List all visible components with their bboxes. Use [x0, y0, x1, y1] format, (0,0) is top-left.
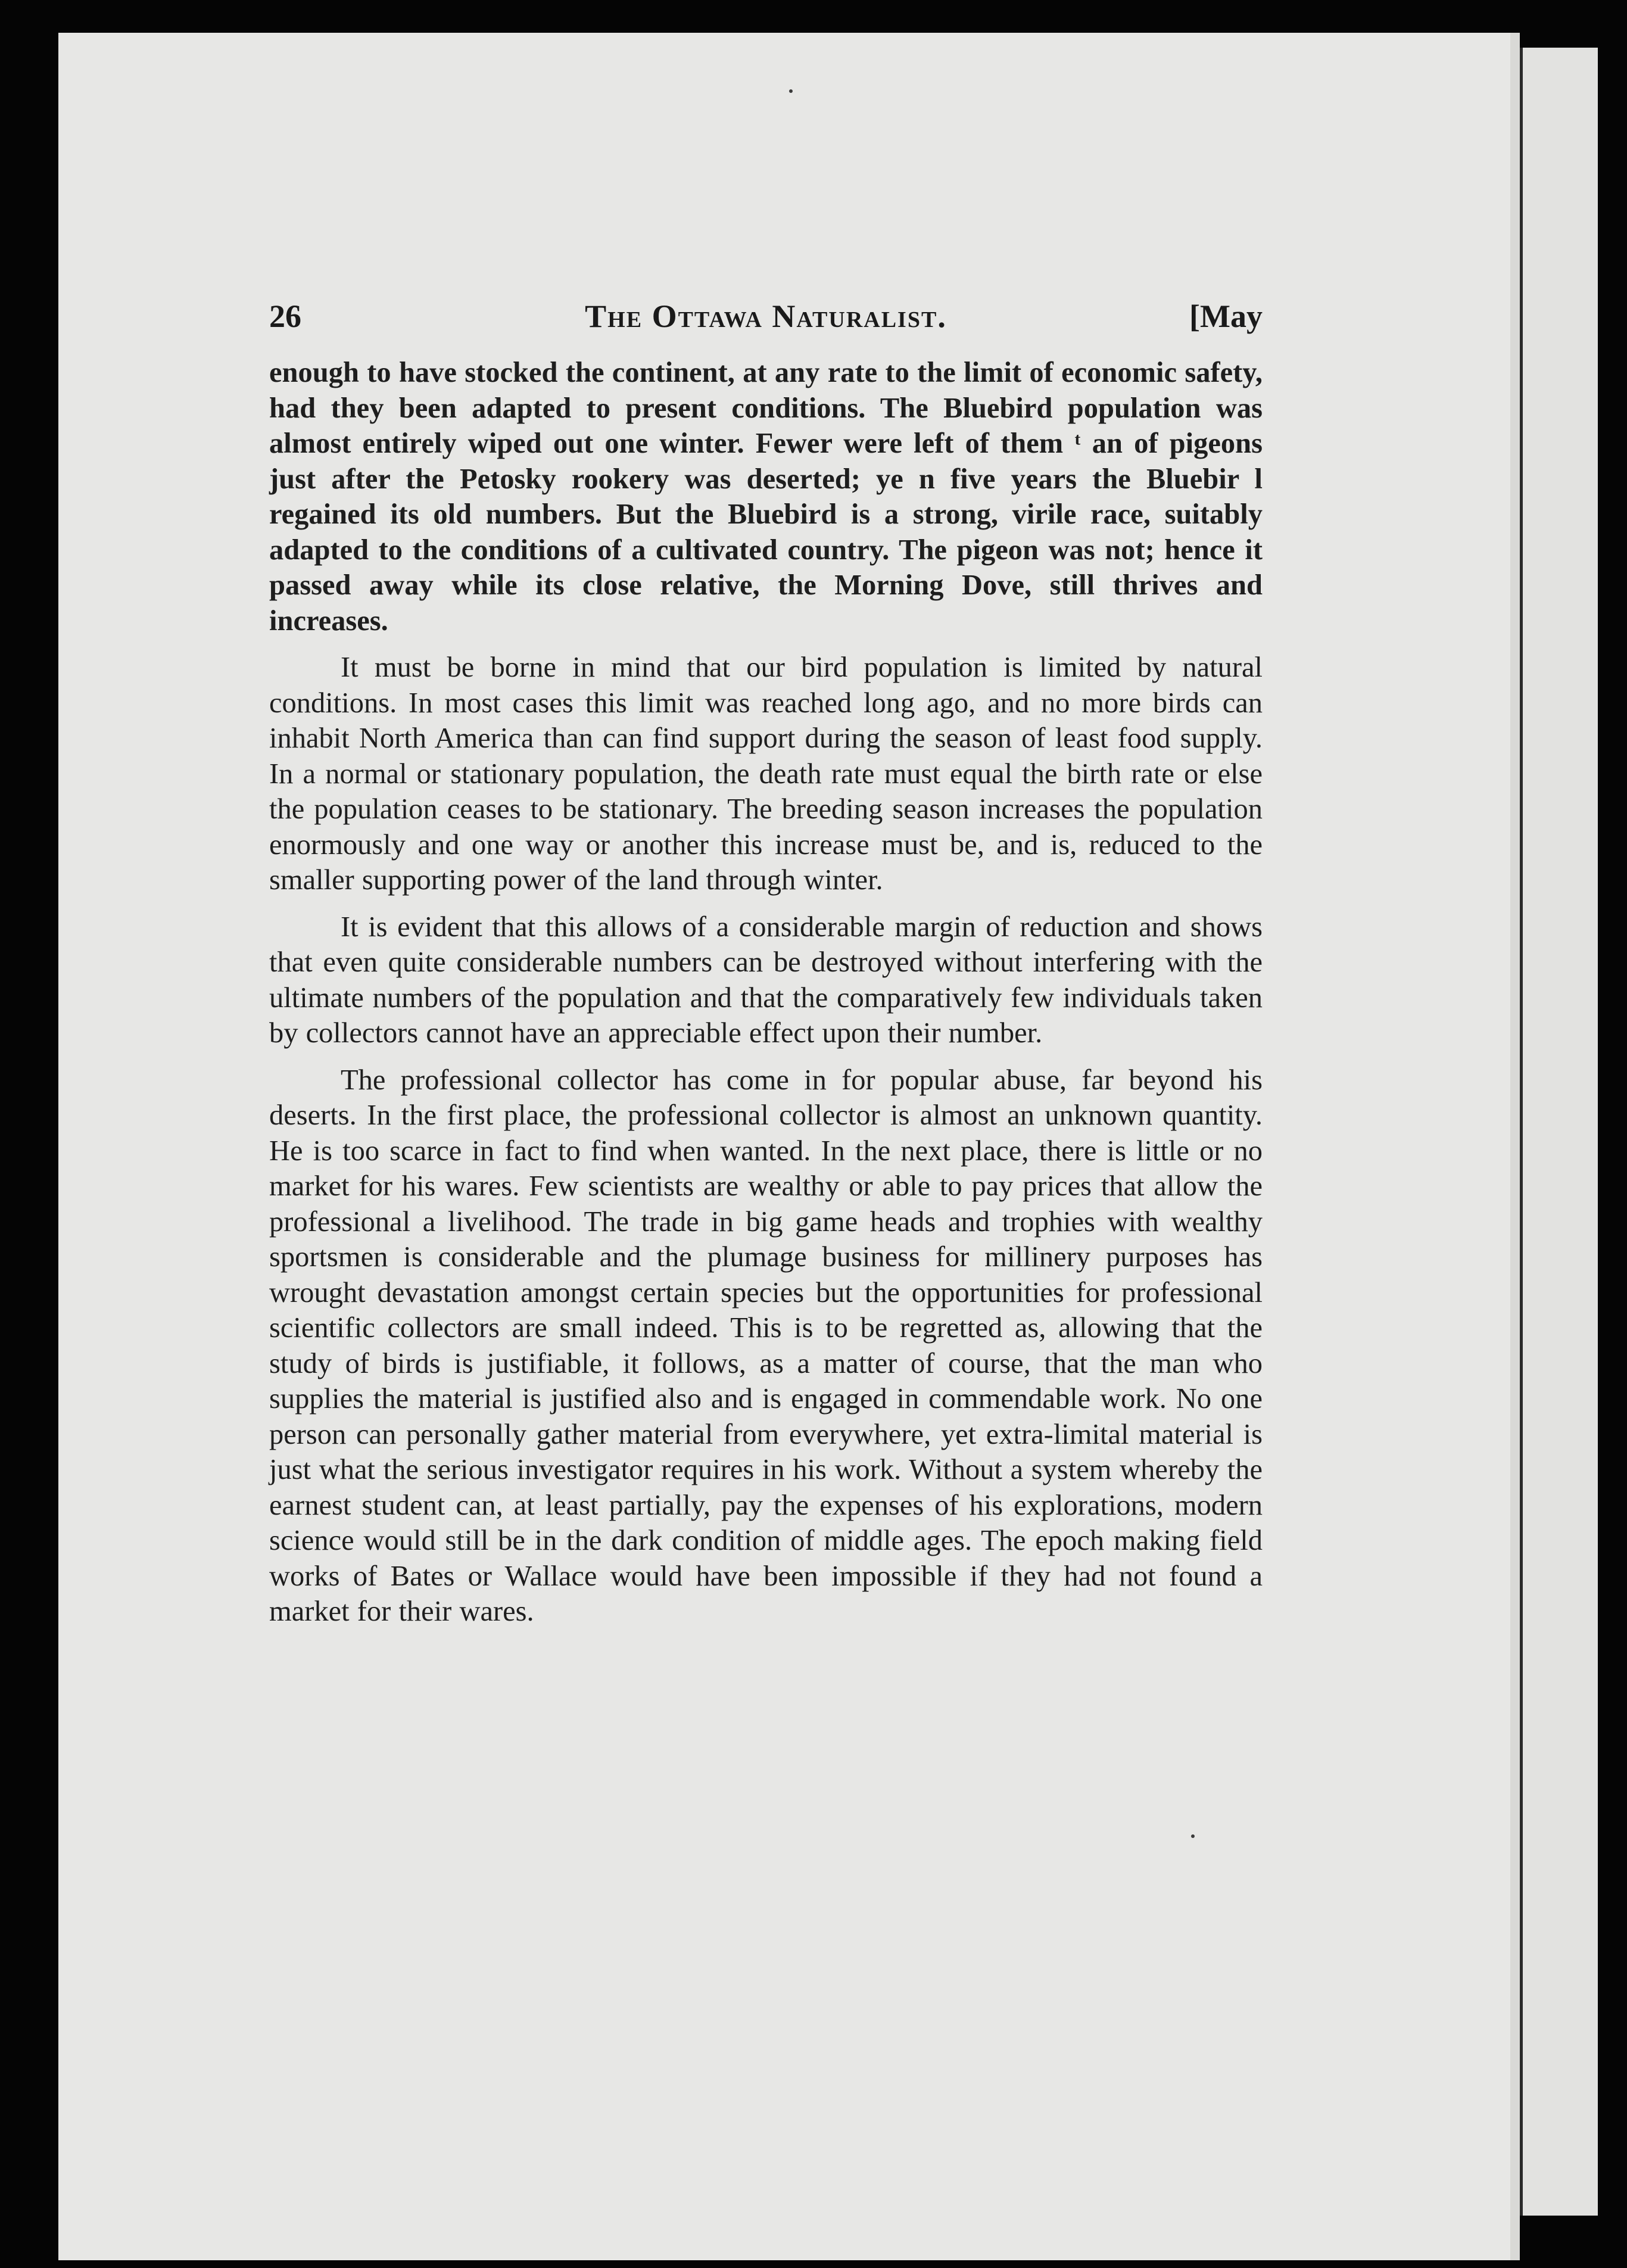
page-number: 26	[269, 298, 301, 334]
journal-title: The Ottawa Naturalist.	[585, 298, 947, 334]
paper-speck	[1191, 1834, 1195, 1838]
paragraph-4: The professional collector has come in for popular abuse, far beyond his deserts. In the first place, the professional collector is almost an unknown quantity. He is too scarce in fact to find when wanted. In the next place, there is little or no market for his wares. Few scientists are wealthy or able to pay prices that allow the professional a livelihood. The trade in big game heads and trophies with wealthy sportsmen is considerable and the plumage business for millinery purposes has wrought devastation amongst certain species but the opportunities for professional scientific collectors are small indeed. This is to be regretted as, allowing that the study of birds is justifiable, it follows, as a matter of course, that the man who supplies the material is justified also and is engaged in commendable work. No one person can personally gather material from everywhere, yet extra-limital material is just what the serious investigator requires in his work. Without a system whereby the earnest student can, at least partially, pay the expenses of his explorations, modern science would still be in the dark condition of middle ages. The epoch making field works of Bates or Wallace would have been impossible if they had not found a market for their wares.	[269, 1064, 1263, 1627]
issue-month: [May	[1189, 298, 1263, 334]
facing-page-edge	[1520, 48, 1598, 2216]
running-header	[269, 298, 1263, 339]
paper-speck	[789, 89, 793, 93]
article-body	[269, 355, 1263, 1641]
paragraph-3: It is evident that this allows of a considerable margin of reduction and shows that even quite considerable numbers can be destroyed without interfering with the ultimate numbers of the population and that the comparatively few individuals taken by collectors cannot have an appreciable effect upon their number.	[269, 911, 1263, 1049]
page-gutter	[1510, 33, 1520, 2260]
paragraph-1: enough to have stocked the continent, at any rate to the limit of economic safety, had they been adapted to present conditions. The Bluebird population was almost entirely wiped out one winter. Fewer were left of them ᵗ an of pigeons just after the Petosky rookery was deserted; ye n five years the Bluebir l regained its old numbers. But the Bluebird is a strong, virile race, suitably adapted to the conditions of a cultivated country. The pigeon was not; hence it passed away while its close relative, the Morning Dove, still thrives and increases.	[269, 357, 1263, 637]
paragraph-2: It must be borne in mind that our bird population is limited by natural conditions. In most cases this limit was reached long ago, and no more birds can inhabit North America than can find support during the season of least food supply. In a normal or stationary population, the death rate must equal the birth rate or else the population ceases to be stationary. The breeding season increases the population enormously and one way or another this increase must be, and is, reduced to the smaller supporting power of the land through winter.	[269, 652, 1263, 896]
